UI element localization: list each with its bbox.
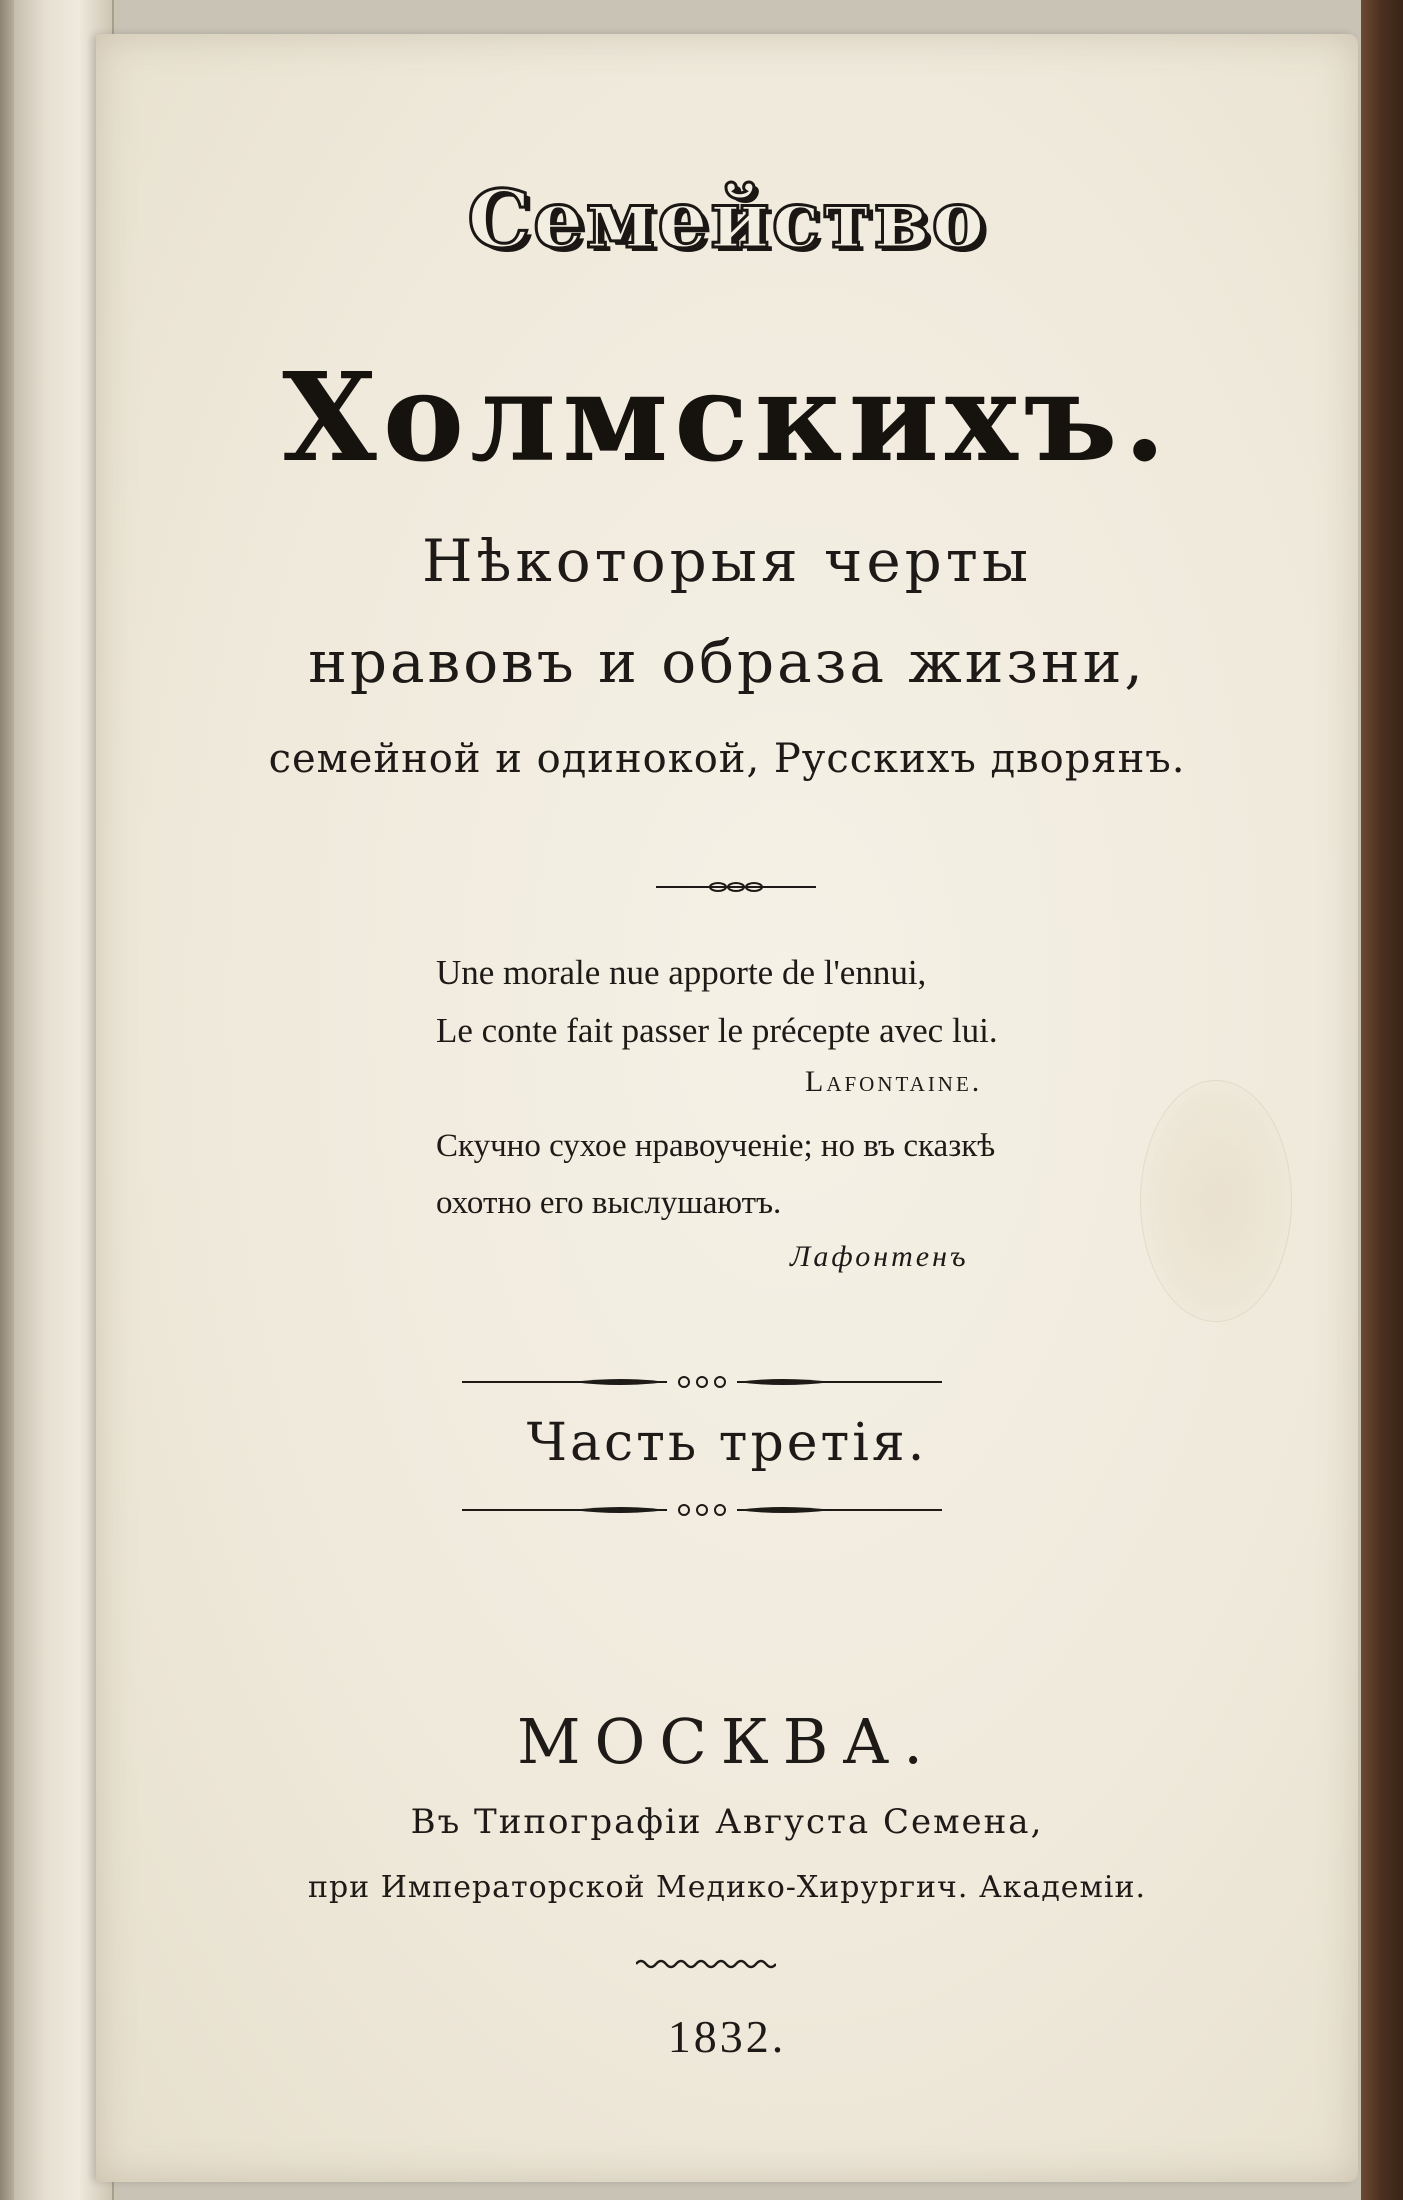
- title-line-2: Холмскихъ.: [282, 345, 1172, 489]
- ornament-divider-lower: [462, 1502, 942, 1518]
- subtitle-line-3: семейной и одинокой, Русскихъ дворянъ.: [268, 736, 1186, 782]
- epigraph-french-author: Lafontaine.: [805, 1065, 983, 1098]
- epigraph-russian-line-2: охотно его выслушаютъ.: [436, 1185, 782, 1221]
- ornament-divider-upper: [462, 1374, 942, 1390]
- leather-cover-edge: [1361, 0, 1403, 2200]
- imprint-press: Въ Типографіи Августа Семена,: [410, 1802, 1044, 1842]
- epigraph-french-line-2: Le conte fait passer le précepte avec lui.: [436, 1011, 998, 1050]
- imprint-city: МОСКВА.: [517, 1705, 937, 1778]
- title-line-1: Семейство: [467, 172, 987, 266]
- imprint-year: 1832.: [667, 2011, 787, 2062]
- subtitle-line-1: Нѣкоторыя черты: [421, 527, 1033, 595]
- spine-edge: [0, 0, 14, 2200]
- imprint-academy: при Императорской Медико-Хирургич. Академіи.: [307, 1870, 1147, 1905]
- ornament-wave: [636, 1958, 776, 1970]
- epigraph-russian-line-1: Скучно сухое нравоученіе; но въ сказкѣ: [436, 1128, 996, 1164]
- epigraph-french-line-1: Une morale nue apporte de l'ennui,: [436, 953, 927, 992]
- epigraph-russian-author: Лафонтенъ: [790, 1240, 969, 1273]
- subtitle-line-2: нравовъ и образа жизни,: [308, 628, 1146, 696]
- part-heading: Часть третія.: [526, 1413, 928, 1473]
- ornament-divider-small: [656, 880, 816, 894]
